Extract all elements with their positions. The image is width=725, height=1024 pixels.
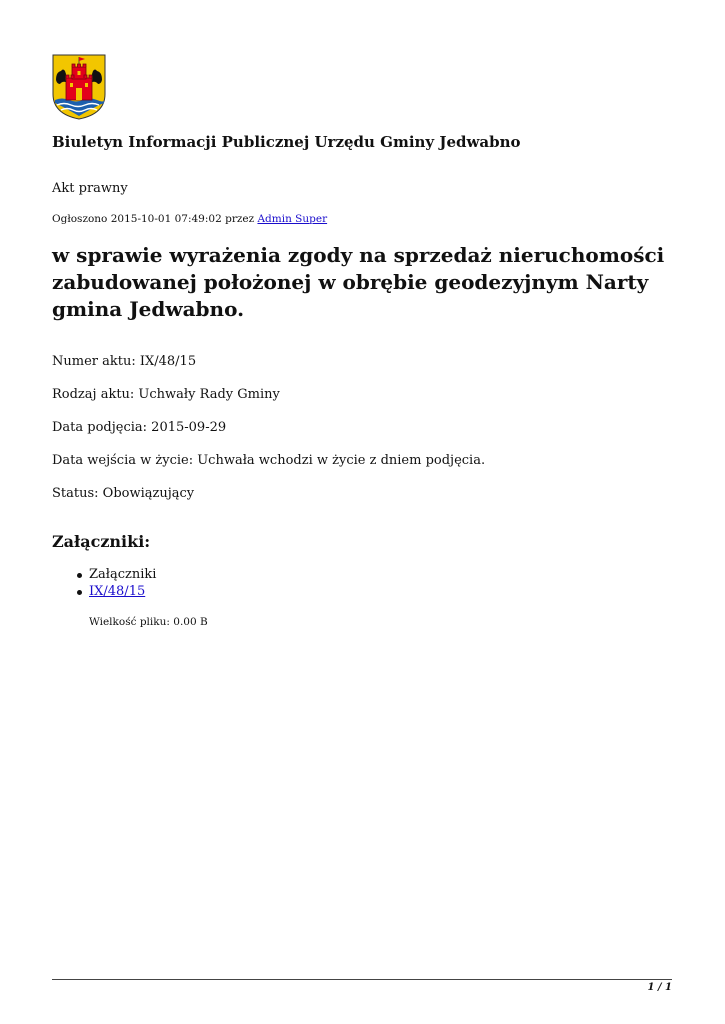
file-size: Wielkość pliku: 0.00 B [89, 616, 208, 628]
attachment-item [89, 566, 156, 583]
attachment-item [89, 583, 156, 600]
coat-of-arms-icon [52, 54, 106, 120]
attachments-heading: Załączniki: [52, 532, 151, 551]
attachments-list [89, 566, 156, 600]
document-category: Akt prawny [52, 181, 128, 196]
footer-divider [52, 979, 672, 980]
field-effective-date: Data wejścia w życie: Uchwała wchodzi w życie z dniem podjęcia. [52, 453, 486, 468]
field-status: Status: Obowiązujący [52, 486, 195, 501]
publication-date: Ogłoszono 2015-10-01 07:49:02 przez [52, 213, 258, 225]
publication-meta [52, 213, 327, 225]
field-act-number: Numer aktu: IX/48/15 [52, 354, 197, 369]
attachment-label: Załączniki [89, 567, 157, 582]
site-title: Biuletyn Informacji Publicznej Urzędu Gminy Jedwabno [52, 133, 521, 151]
page-number: 1 / 1 [647, 982, 672, 993]
field-adoption-date: Data podjęcia: 2015-09-29 [52, 420, 227, 435]
document-title: w sprawie wyrażenia zgody na sprzedaż nieruchomości zabudowanej położonej w obrębie geodezyjnym Narty gmina Jedwabno. [52, 243, 665, 321]
author-link[interactable]: Admin Super [257, 213, 328, 225]
field-act-type: Rodzaj aktu: Uchwały Rady Gminy [52, 387, 280, 402]
attachment-link[interactable]: IX/48/15 [89, 584, 146, 599]
